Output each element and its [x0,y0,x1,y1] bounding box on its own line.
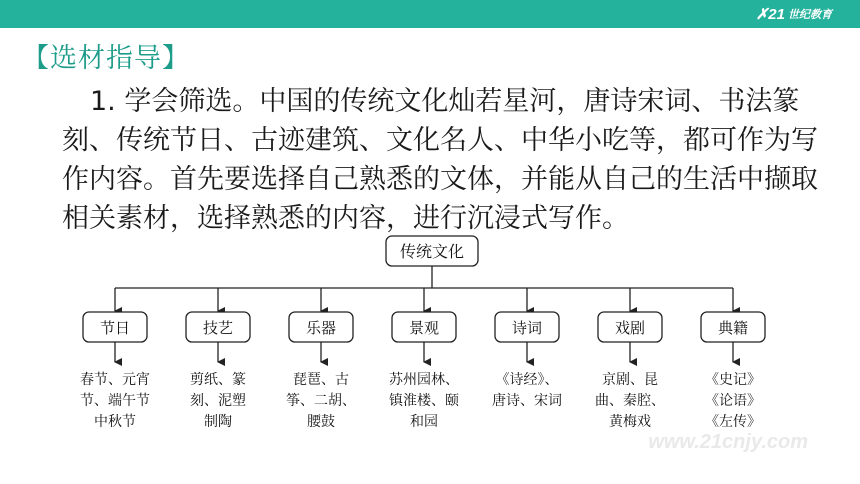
example-text: 《史记》 [705,372,761,388]
example-text: 筝、二胡、 [286,393,356,409]
example-text: 镇淮楼、颐 [389,393,459,409]
category-label: 节日 [99,319,131,337]
category-label: 技艺 [202,319,234,337]
example-text: 《左传》 [705,414,761,430]
example-text: 节、端午节 [80,393,150,409]
section-heading: 【选材指导】 [22,43,190,74]
category-node [495,312,559,342]
category-label: 戏剧 [614,319,646,337]
example-text: 剪纸、篆 [190,372,246,388]
culture-tree-diagram [0,226,860,456]
category-node [186,312,250,342]
example-text: 制陶 [204,414,232,430]
root-label: 传统文化 [399,242,465,261]
category-node [392,312,456,342]
example-text: 黄梅戏 [609,414,651,430]
example-text: 唐诗、宋词 [492,393,562,409]
category-node [289,312,353,342]
category-label: 诗词 [511,319,543,337]
example-text: 《论语》 [705,393,761,409]
logo-text: 世纪教育 [788,9,832,21]
example-text: 和园 [410,414,438,430]
body-paragraph: 1. 学会筛选。中国的传统文化灿若星河，唐诗宋词、书法篆刻、传统节日、古迹建筑、文化名人、中华小吃等，都可作为写作内容。首先要选择自己熟悉的文体，并能从自己的生活中撷取相关素材，选择熟悉的内容，进行沉浸式写作。 [62,86,818,234]
watermark: www.21cnjy.com [648,431,808,453]
category-node [701,312,765,342]
example-text: 中秋节 [94,414,136,430]
logo-mark: ✗21 [755,6,785,23]
brand-logo [756,4,832,24]
category-label: 典籍 [717,319,749,337]
example-text: 春节、元宵 [80,372,150,388]
example-text: 曲、秦腔、 [595,393,665,409]
category-node [83,312,147,342]
example-text: 刻、泥塑 [190,393,246,409]
example-text: 京剧、昆 [602,372,658,388]
example-text: 琵琶、古 [293,372,349,388]
top-bar [0,0,860,28]
root-node [386,236,478,266]
category-label: 乐器 [305,319,337,337]
example-text: 《诗经》、 [495,372,559,388]
example-text: 腰鼓 [307,414,335,430]
category-node [598,312,662,342]
example-text: 苏州园林、 [389,372,459,388]
category-label: 景观 [408,319,440,337]
